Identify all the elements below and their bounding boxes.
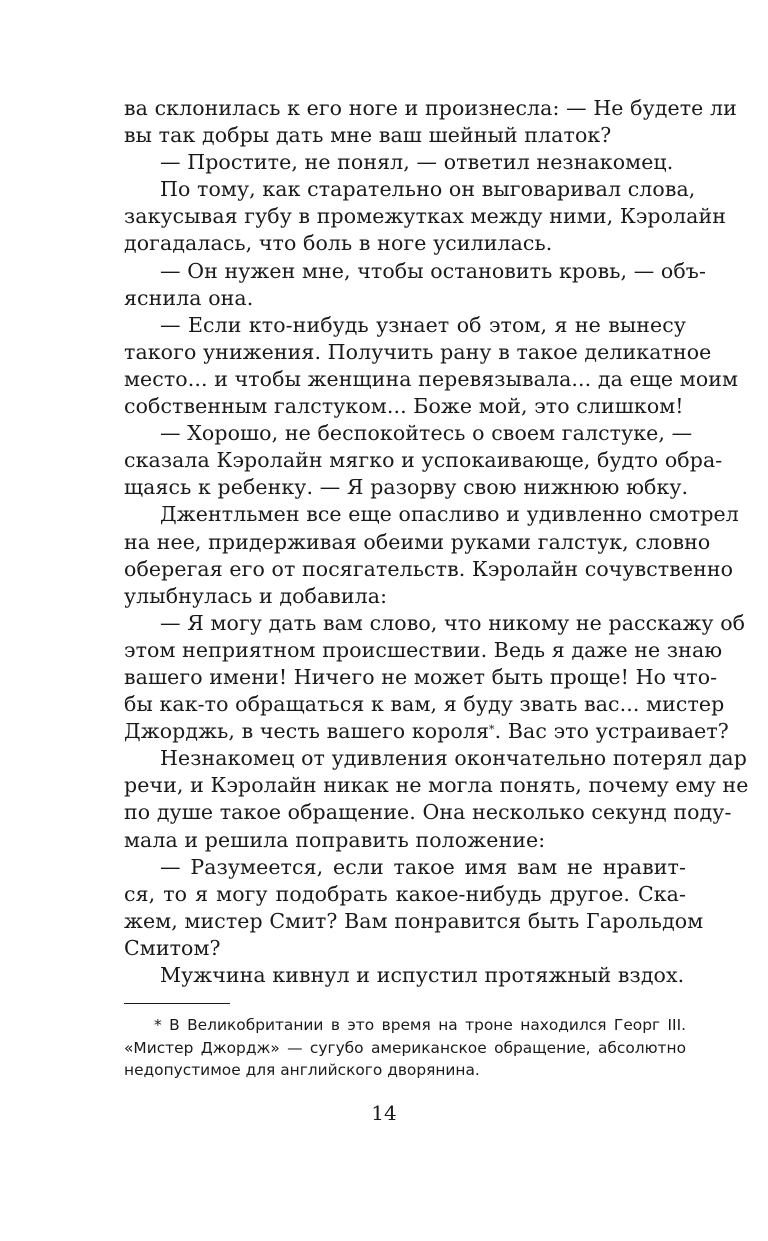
footnote-marker: * — [489, 723, 495, 737]
text-line: щаясь к ребенку. — Я разорву свою нижнюю юбку. — [124, 475, 689, 500]
text-line: — Он нужен мне, чтобы остановить кровь, — объ- — [160, 258, 706, 283]
footnote — [124, 1014, 686, 1082]
text-line: место... и чтобы женщина перевязывала... да еще моим — [124, 366, 739, 391]
footnote-line: недопустимое для английского дворянина. — [124, 1061, 480, 1080]
text-line: Джентльмен все еще опасливо и удивленно смотрел — [160, 502, 739, 527]
text-line: — Если кто-нибудь узнает об этом, я не вынесу — [160, 312, 686, 337]
text-line: — Простите, не понял, — ответил незнакомец. — [160, 150, 674, 175]
text-line: Незнакомец от удивления окончательно потерял дар — [160, 746, 747, 771]
text-line-footnote-ref — [124, 718, 729, 745]
page-number: 14 — [371, 1101, 397, 1125]
text-line: По тому, как старательно он выговаривал слова, — [160, 177, 696, 202]
text-line: ва склонилась к его ноге и произнесла: — Не будете ли — [124, 96, 737, 120]
text-line: на нее, придерживая обеими руками галстук, словно — [124, 529, 711, 554]
text-line: сказала Кэролайн мягко и успокаивающе, будто обра- — [124, 448, 723, 473]
text-line: яснила она. — [124, 285, 254, 310]
body-text — [124, 95, 749, 989]
text-fragment: . Вас это устраивает? — [494, 719, 729, 744]
text-line: речи, и Кэролайн никак не могла понять, почему ему не — [124, 773, 749, 798]
text-line: — Я могу дать вам слово, что никому не расскажу об — [160, 610, 746, 635]
text-line: этом неприятном происшествии. Ведь я даже не знаю — [124, 637, 723, 662]
text-line: мала и решила поправить положение: — [124, 827, 546, 852]
text-line: собственным галстуком... Боже мой, это слишком! — [124, 394, 684, 419]
footnote-line: «Мистер Джордж» — сугубо американское обращение, абсолютно — [124, 1038, 686, 1057]
text-line: бы как-то обращаться к вам, я буду звать вас... мистер — [124, 692, 725, 717]
text-line: ся, то я могу подобрать какое-нибудь другое. Ска- — [124, 881, 686, 906]
text-fragment: Джорджь, в честь вашего короля — [124, 719, 490, 744]
page-body — [124, 95, 749, 989]
text-line: оберегая его от посягательств. Кэролайн сочувственно — [124, 556, 734, 581]
text-line: вы так добры дать мне ваш шейный платок? — [124, 123, 612, 148]
text-line: догадалась, что боль в ноге усилилась. — [124, 231, 553, 256]
footnote-line: * В Великобритании в это время на троне находился Георг III. — [154, 1016, 686, 1034]
text-line: по душе такое обращение. Она несколько секунд поду- — [124, 800, 732, 825]
text-line: Мужчина кивнул и испустил протяжный вздох. — [160, 963, 685, 987]
text-line: вашего имени! Ничего не может быть проще! Но что- — [124, 664, 718, 689]
text-line: — Хорошо, не беспокойтесь о своем галстуке, — — [160, 421, 693, 446]
text-line: улыбнулась и добавила: — [124, 583, 388, 608]
text-line: — Разумеется, если такое имя вам не нравит- — [160, 854, 686, 879]
footnote-divider — [124, 1003, 230, 1004]
text-line: жем, мистер Смит? Вам понравится быть Гарольдом — [124, 908, 704, 933]
text-line: закусывая губу в промежутках между ними, Кэролайн — [124, 204, 727, 229]
text-line: такого унижения. Получить рану в такое деликатное — [124, 339, 712, 364]
text-line: Смитом? — [124, 935, 221, 960]
